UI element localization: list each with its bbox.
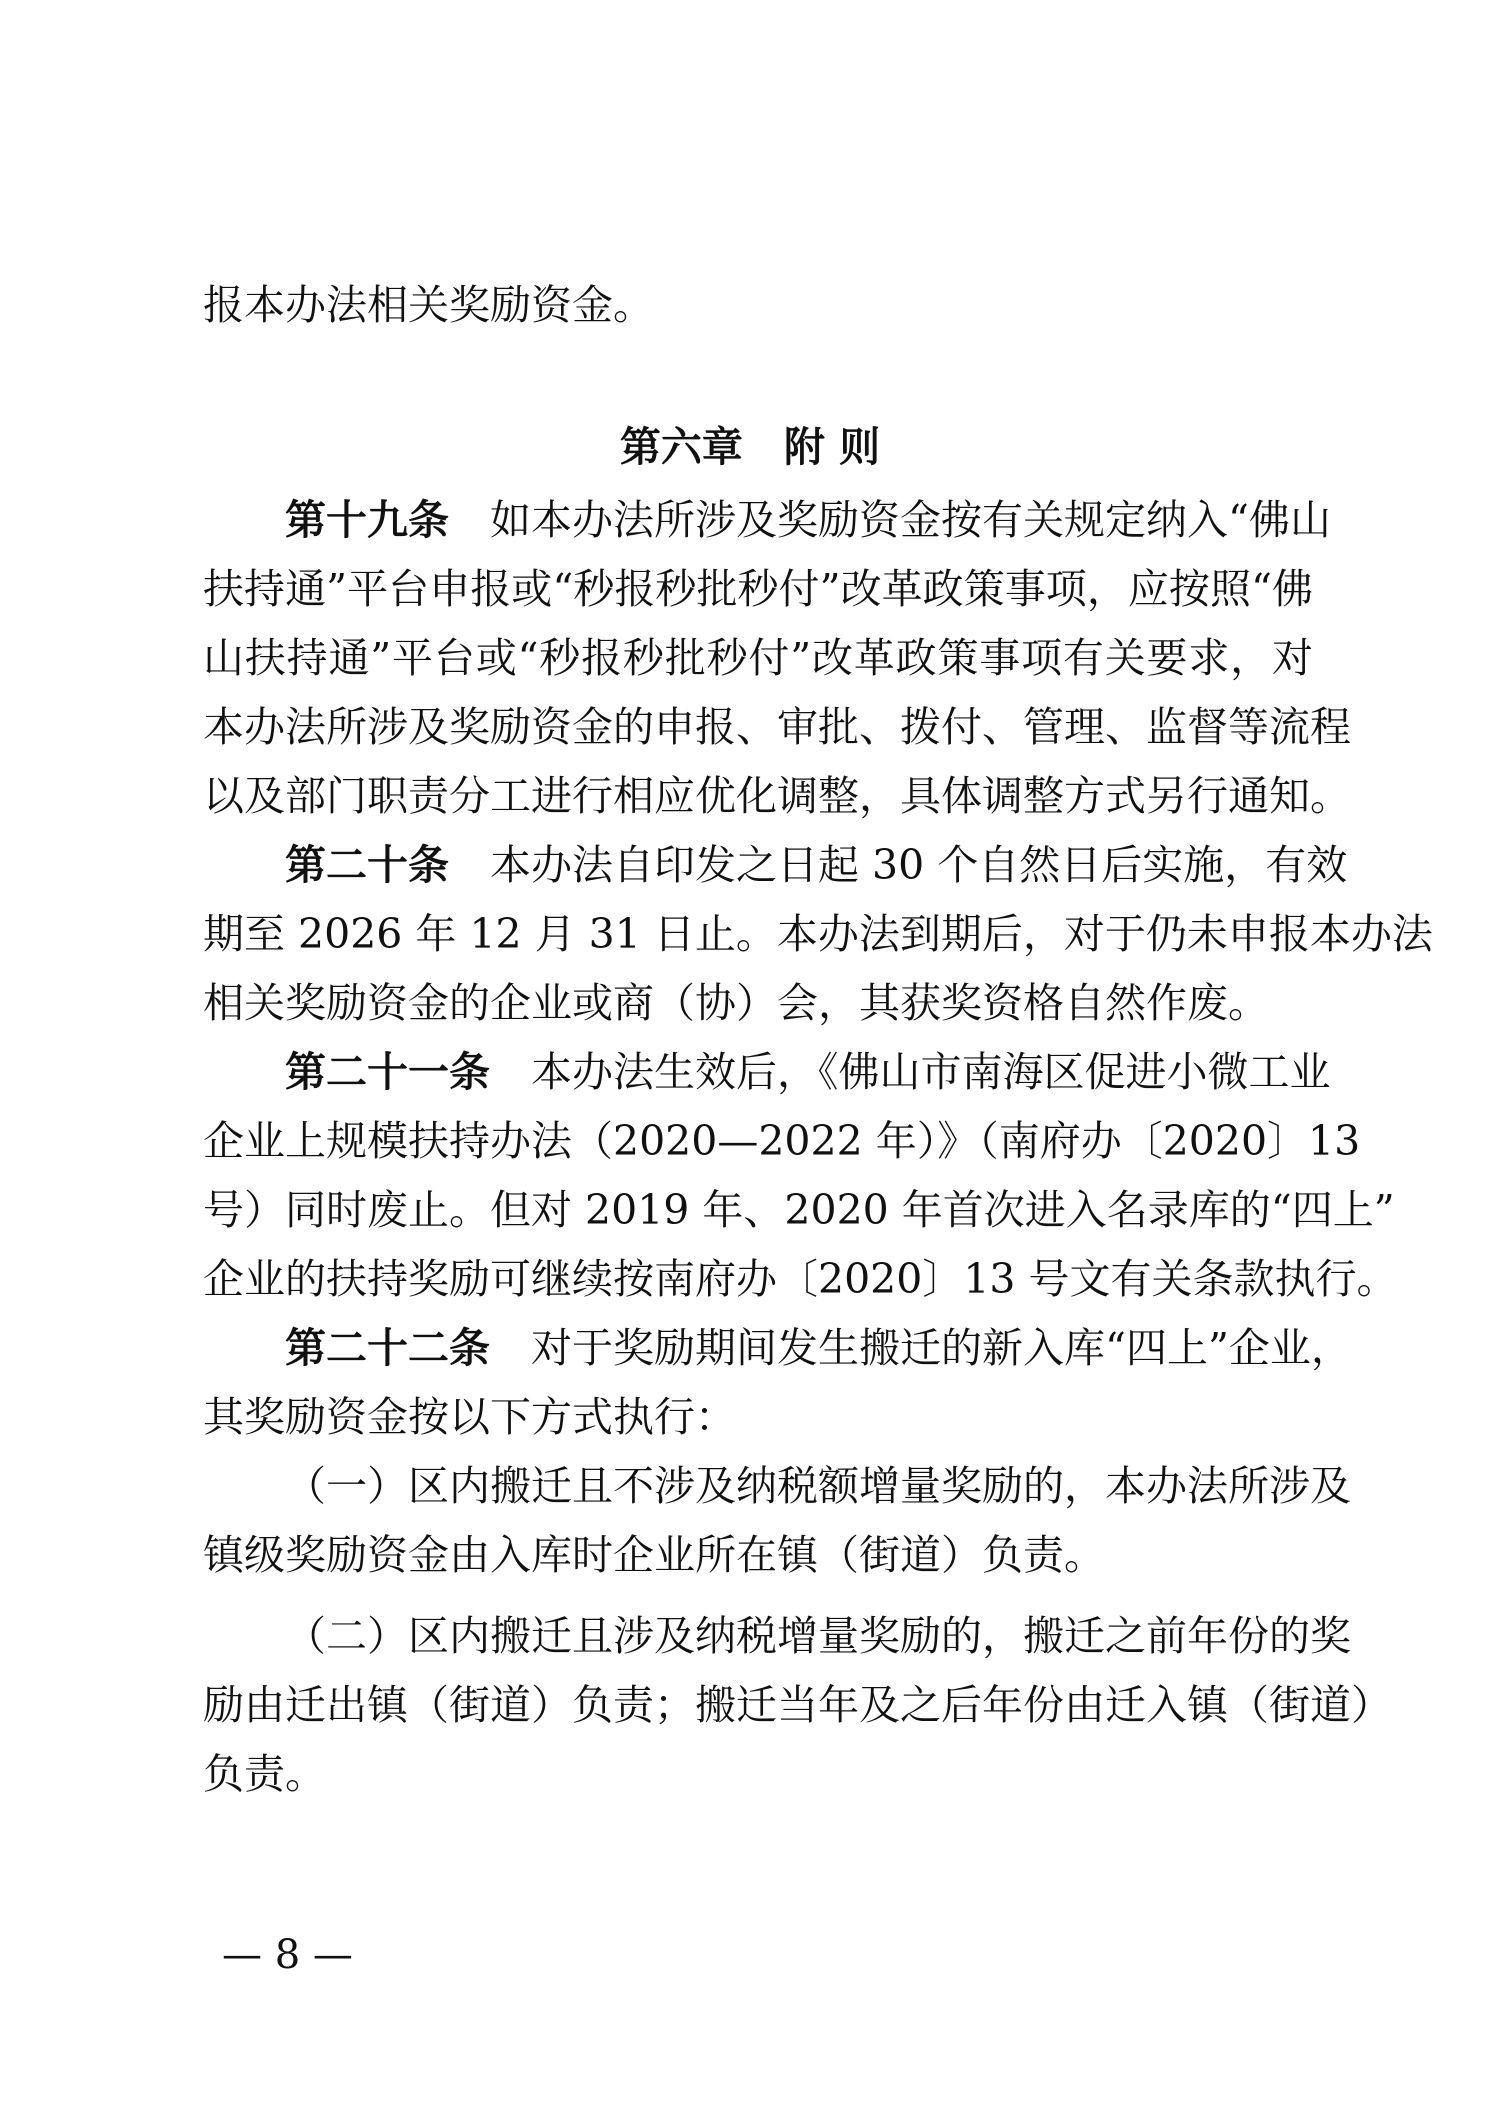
article-21-line-2: 企业上规模扶持办法（2020—2022 年）》（南府办〔2020〕13	[203, 1117, 1361, 1165]
chapter-heading: 第六章 附 则	[619, 423, 881, 471]
page-number: — 8 —	[222, 1932, 353, 1978]
article-19-text-1: 如本办法所涉及奖励资金按有关规定纳入“佛山	[490, 496, 1331, 544]
article-21-line-4: 企业的扶持奖励可继续按南府办〔2020〕13 号文有关条款执行。	[203, 1255, 1398, 1303]
article-19-line-4: 本办法所涉及奖励资金的申报、审批、拨付、管理、监督等流程	[203, 703, 1351, 751]
article-20-title: 第二十条	[285, 841, 449, 889]
article-19-title: 第十九条	[285, 496, 449, 544]
article-21-line-1	[285, 1037, 1331, 1107]
carry-over-line: 报本办法相关奖励资金。	[203, 281, 654, 329]
article-22-line-2: 其奖励资金按以下方式执行：	[203, 1393, 736, 1441]
article-19-line-3: 山扶持通”平台或“秒报秒批秒付”改革政策事项有关要求，对	[203, 634, 1313, 682]
article-22-item-2-line-1: （二）区内搬迁且涉及纳税增量奖励的，搬迁之前年份的奖	[285, 1612, 1351, 1660]
article-21-title: 第二十一条	[285, 1048, 490, 1096]
article-19-line-5: 以及部门职责分工进行相应优化调整，具体调整方式另行通知。	[203, 772, 1351, 820]
article-19-line-2: 扶持通”平台申报或“秒报秒批秒付”改革政策事项，应按照“佛	[203, 565, 1313, 613]
article-20-text-1: 本办法自印发之日起 30 个自然日后实施，有效	[490, 841, 1348, 889]
article-21-line-3: 号）同时废止。但对 2019 年、2020 年首次进入名录库的“四上”	[203, 1186, 1395, 1234]
article-19-line-1	[285, 485, 1331, 555]
article-22-text-1: 对于奖励期间发生搬迁的新入库“四上”企业，	[531, 1324, 1352, 1372]
article-22-item-1-line-2: 镇级奖励资金由入库时企业所在镇（街道）负责。	[203, 1531, 1105, 1579]
article-22-line-1	[285, 1313, 1352, 1383]
article-22-title: 第二十二条	[285, 1324, 490, 1372]
article-22-item-1-line-1: （一）区内搬迁且不涉及纳税额增量奖励的，本办法所涉及	[285, 1462, 1351, 1510]
article-22-item-2-line-2: 励由迁出镇（街道）负责；搬迁当年及之后年份由迁入镇（街道）	[203, 1681, 1392, 1729]
article-20-line-1	[285, 830, 1348, 900]
article-20-line-2: 期至 2026 年 12 月 31 日止。本办法到期后，对于仍未申报本办法	[203, 910, 1433, 958]
article-20-line-3: 相关奖励资金的企业或商（协）会，其获奖资格自然作废。	[203, 979, 1269, 1027]
article-22-item-2-line-3: 负责。	[203, 1750, 326, 1798]
article-21-text-1: 本办法生效后，《佛山市南海区促进小微工业	[531, 1048, 1331, 1096]
